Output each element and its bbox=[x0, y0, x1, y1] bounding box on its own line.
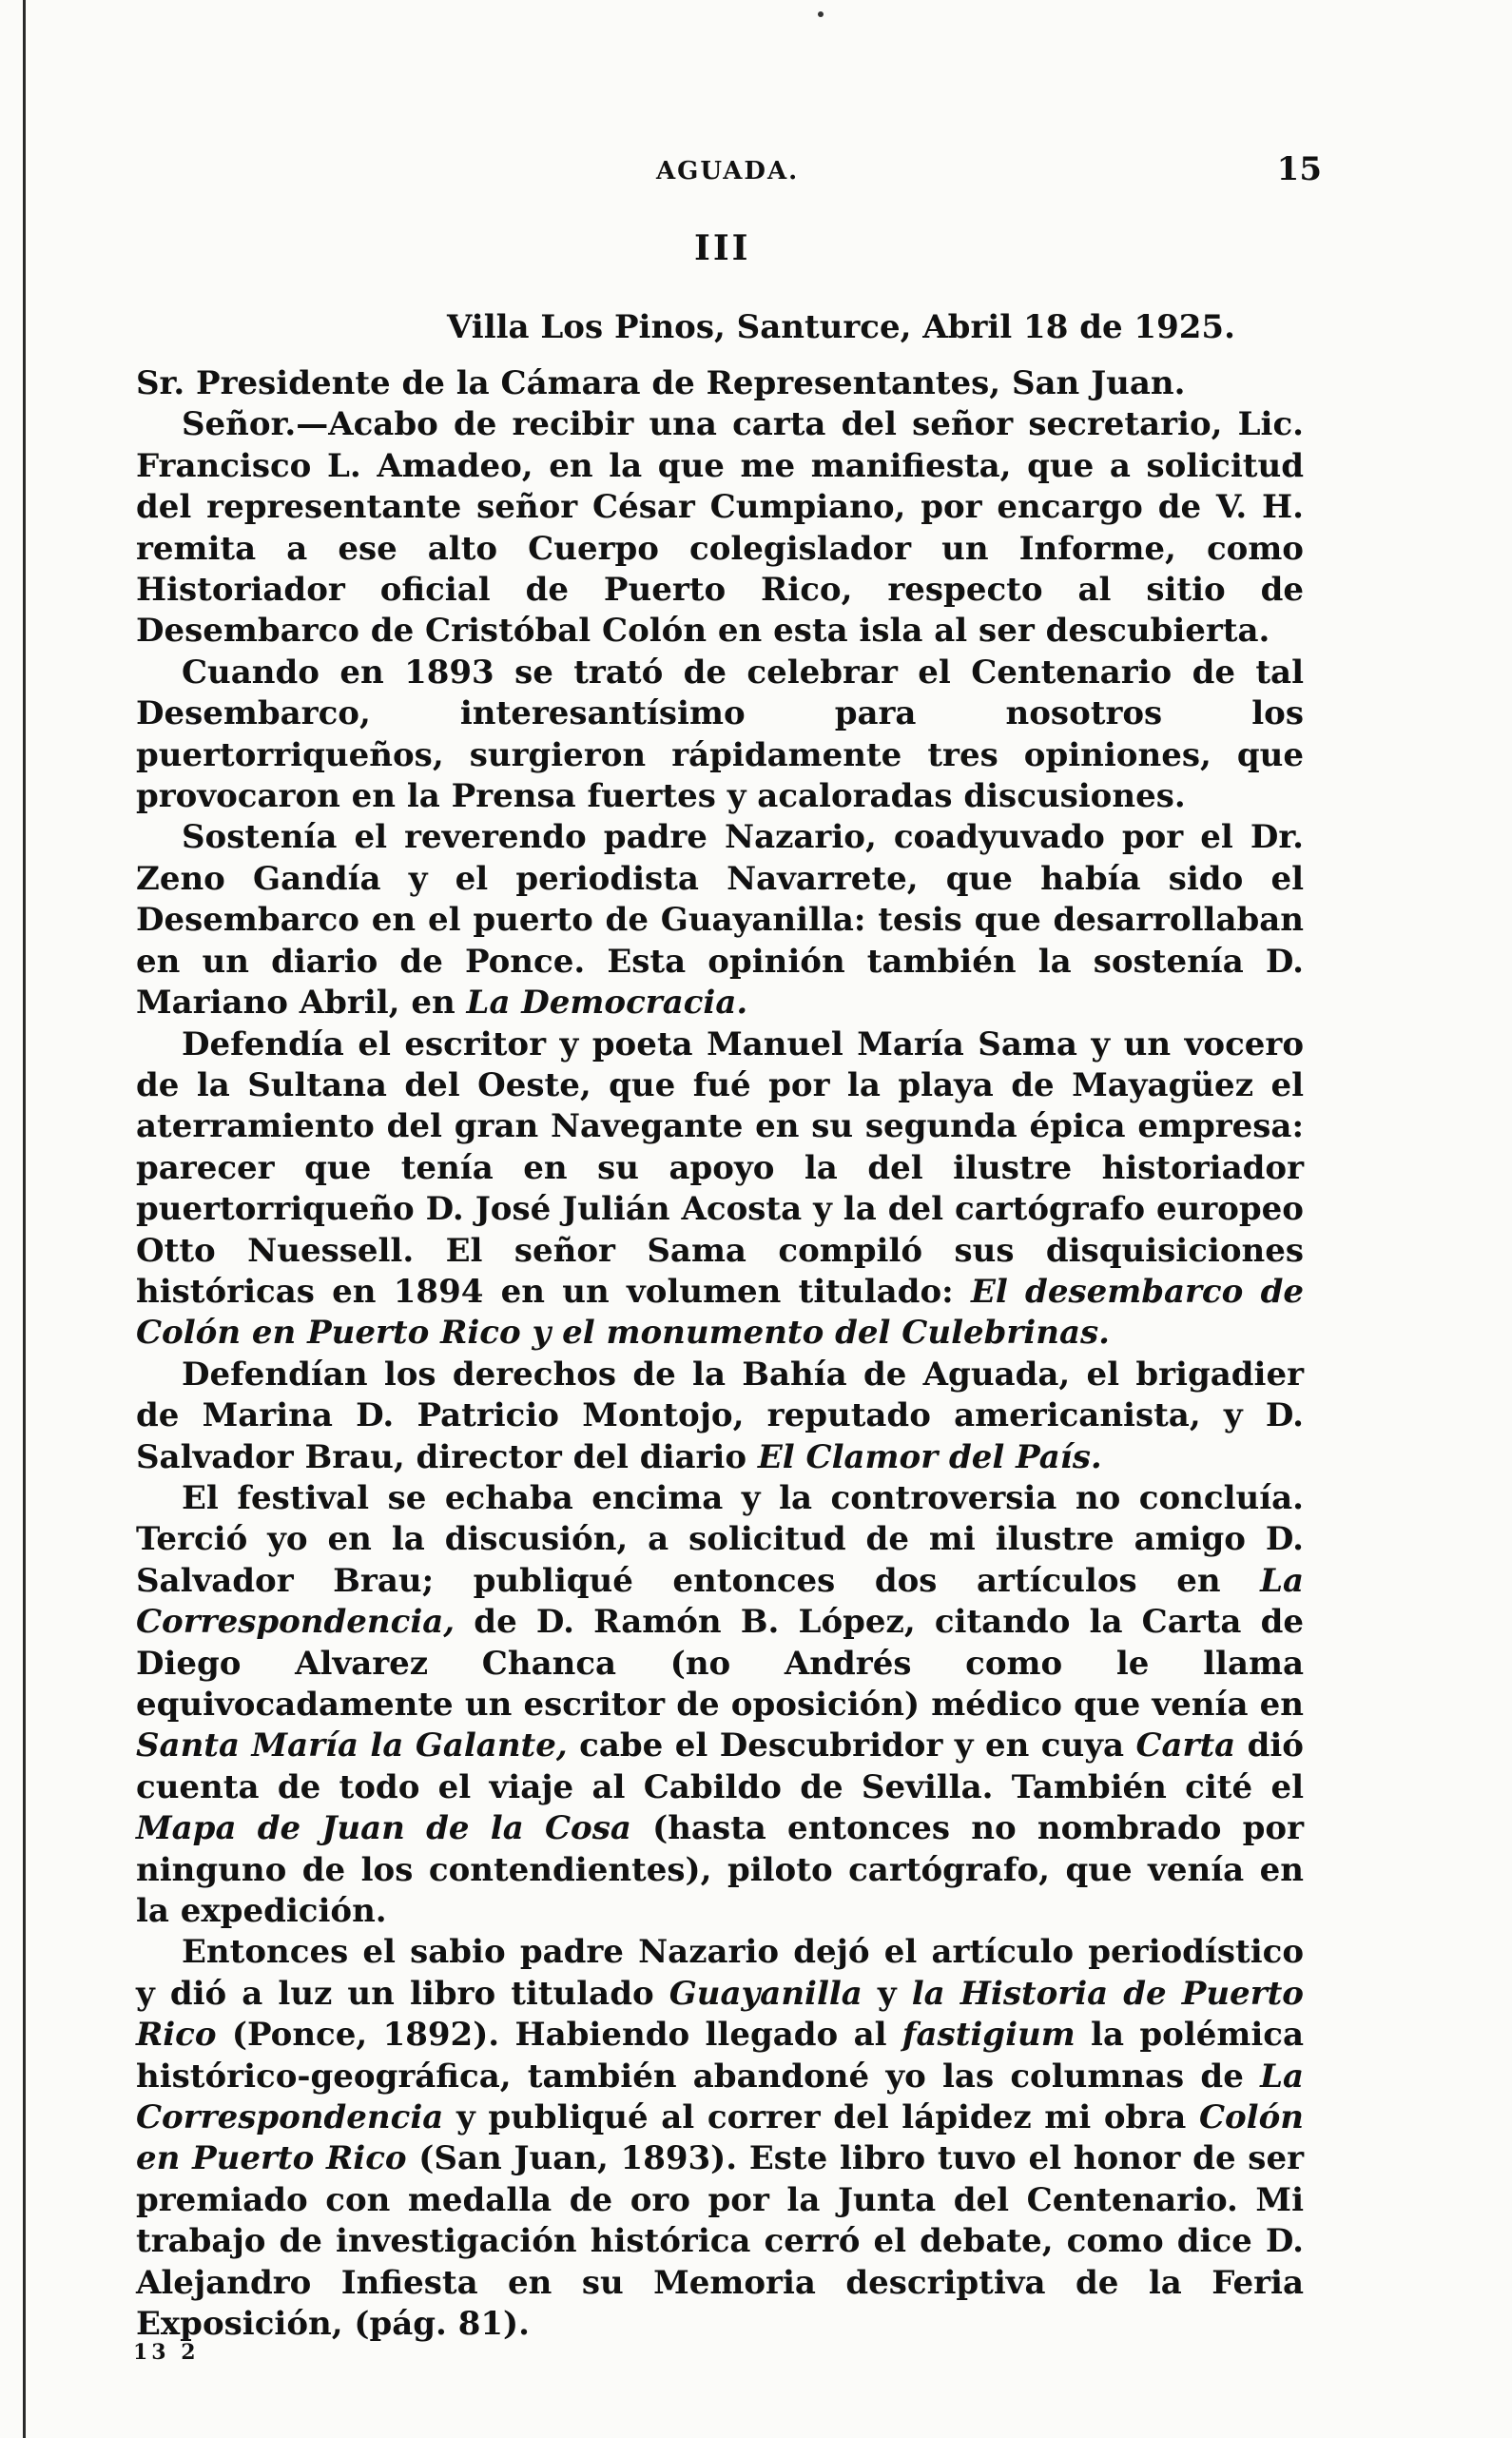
printer-signature-mark: 13 2 bbox=[133, 2340, 200, 2365]
italic-title: Guayanilla bbox=[669, 1974, 863, 2013]
italic-title: fastigium bbox=[901, 2016, 1076, 2055]
italic-title: Mapa de Juan de la Cosa bbox=[136, 1809, 631, 1848]
scan-speck bbox=[818, 11, 824, 17]
italic-title: El desembarco de Colón en Puerto Rico y el monumento del Culebrinas. bbox=[136, 1272, 1304, 1353]
running-head: AGUADA. bbox=[656, 157, 800, 185]
italic-title: la Historia de Puerto Rico bbox=[136, 1974, 1304, 2055]
section-number: III bbox=[694, 228, 751, 268]
salutation: Sr. Presidente de la Cámara de Representantes, San Juan. bbox=[136, 364, 1186, 402]
scan-edge-line bbox=[23, 0, 26, 2438]
paragraph-7: Entonces el sabio padre Nazario dejó el artículo periodístico y dió a luz un libro titulado Guayanilla y la Historia de Puerto Rico (Ponce, 1892). Habiendo llegado al fastigium la polémica histórico-geográfica, también abandoné yo las columnas de La Correspondencia y publiqué al correr del lápidez mi obra Colón en Puerto Rico (San Juan, 1893). Este libro tuvo el honor de ser premiado con medalla de oro por la Junta del Centenario. Mi trabajo de investigación histórica cerró el debate, como dice D. Alejandro Infiesta en su Memoria descriptiva de la Feria Exposición, (pág. 81). bbox=[136, 1933, 1304, 2344]
italic-title: La Correspondencia, bbox=[136, 1561, 1304, 1642]
paragraph-3: Sostenía el reverendo padre Nazario, coadyuvado por el Dr. Zeno Gandía y el periodista Navarrete, que había sido el Desembarco en el puerto de Guayanilla: tesis que desarrollaban en un diario de Ponce. Esta opinión también la sostenía D. Mariano Abril, en La Democracia. bbox=[136, 818, 1304, 1023]
italic-title: Carta bbox=[1135, 1726, 1236, 1765]
italic-title: El Clamor del País. bbox=[757, 1437, 1102, 1476]
page-number: 15 bbox=[1276, 150, 1322, 188]
paragraph-6: El festival se echaba encima y la controversia no concluía. Terció yo en la discusión, a solicitud de mi ilustre amigo D. Salvador Brau; publiqué entonces dos artículos en La Correspondencia, de D. Ramón B. López, citando la Carta de Diego Alvarez Chanca (no Andrés como le llama equivocadamente un escritor de oposición) médico que venía en Santa María la Galante, cabe el Descubridor y en cuya Carta dió cuenta de todo el viaje al Cabildo de Sevilla. También cité el Mapa de Juan de la Cosa (hasta entonces no nombrado por ninguno de los contendientes), piloto cartógrafo, que venía en la expedición. bbox=[136, 1478, 1304, 1931]
letter-body bbox=[136, 363, 1304, 2346]
paragraph-4: Defendía el escritor y poeta Manuel María Sama y un vocero de la Sultana del Oeste, que fué por la playa de Mayagüez el aterramiento del gran Navegante en su segunda épica empresa: parecer que tenía en su apoyo la del ilustre historiador puertorriqueño D. José Julián Acosta y la del cartógrafo europeo Otto Nuessell. El señor Sama compiló sus disquisiciones históricas en 1894 en un volumen titulado: El desembarco de Colón en Puerto Rico y el monumento del Culebrinas. bbox=[136, 1024, 1304, 1353]
paragraph-1: Señor.—Acabo de recibir una carta del señor secretario, Lic. Francisco L. Amadeo, en la que me manifiesta, que a solicitud del representante señor César Cumpiano, por encargo de V. H. remita a ese alto Cuerpo colegislador un Informe, como Historiador oficial de Puerto Rico, respecto al sitio de Desembarco de Cristóbal Colón en esta isla al ser descubierta. bbox=[136, 405, 1304, 651]
italic-title: Colón en Puerto Rico bbox=[136, 2098, 1304, 2178]
italic-title: Santa María la Galante, bbox=[136, 1726, 568, 1765]
italic-title: La Correspondencia bbox=[136, 2057, 1304, 2137]
letter-dateline: Villa Los Pinos, Santurce, Abril 18 de 1925. bbox=[447, 308, 1235, 346]
paragraph-5: Defendían los derechos de la Bahía de Aguada, el brigadier de Marina D. Patricio Montojo, reputado americanista, y D. Salvador Brau, director del diario El Clamor del País. bbox=[136, 1355, 1304, 1476]
italic-title: La Democracia. bbox=[466, 984, 748, 1023]
paragraph-2: Cuando en 1893 se trató de celebrar el Centenario de tal Desembarco, interesantísimo para nosotros los puertorriqueños, surgieron rápidamente tres opiniones, que provocaron en la Prensa fuertes y acaloradas discusiones. bbox=[136, 653, 1304, 816]
